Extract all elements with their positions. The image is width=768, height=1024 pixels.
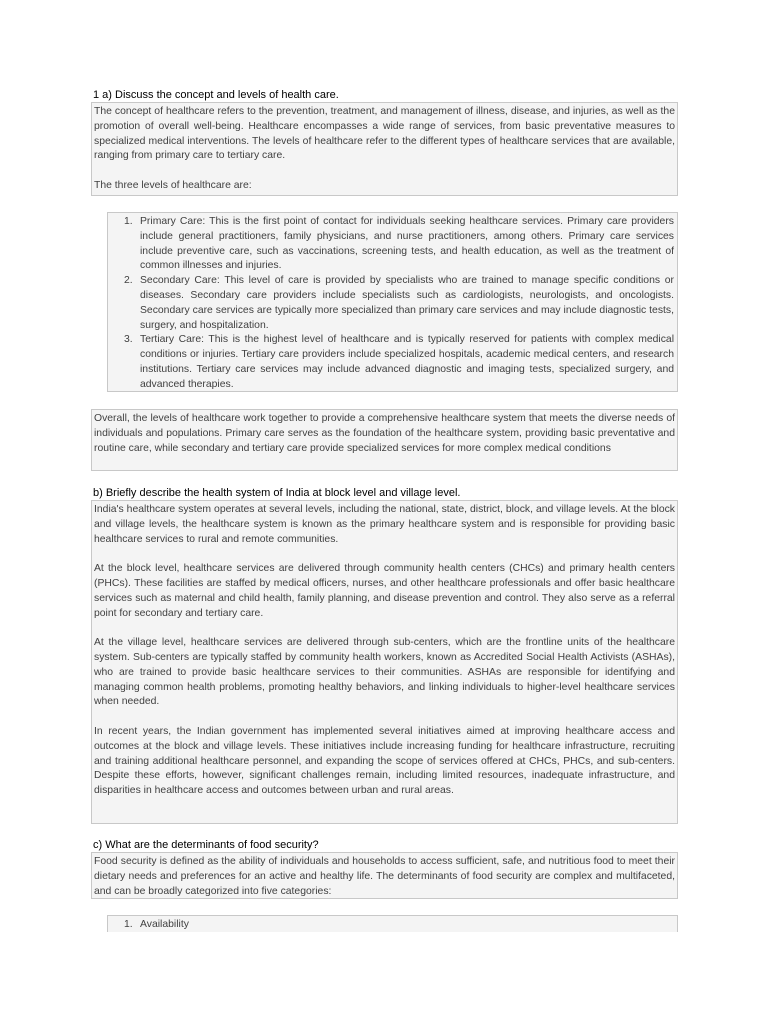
list-item-number: 2. bbox=[124, 275, 133, 287]
section-b-paragraph: India's healthcare system operates at several levels, including the national, state, district, block, and village levels. At the block and village levels, the healthcare system is known as the primary healthcare system and is responsible for providing basic healthcare services to rural and remote communities. bbox=[94, 504, 675, 545]
section-a-conclusion: Overall, the levels of healthcare work together to provide a comprehensive healthcare system that meets the diverse needs of individuals and populations. Primary care serves as the foundation of the healthcare system, providing basic preventative and routine care, while secondary and tertiary care provide specialized services for more complex medical conditions bbox=[94, 413, 675, 454]
list-item-number: 1. bbox=[124, 919, 133, 930]
section-a-intro-box bbox=[91, 102, 678, 196]
list-item-number: 3. bbox=[124, 334, 133, 346]
section-a-levels-lead: The three levels of healthcare are: bbox=[94, 179, 252, 191]
section-a-heading: 1 a) Discuss the concept and levels of health care. bbox=[93, 89, 339, 101]
list-item-number: 1. bbox=[124, 216, 133, 227]
section-c-intro-box bbox=[91, 852, 678, 899]
list-item bbox=[108, 918, 674, 933]
section-b-heading: b) Briefly describe the health system of India at block level and village level. bbox=[93, 487, 461, 499]
list-item bbox=[108, 333, 674, 392]
list-item-text: Primary Care: This is the first point of contact for individuals seeking healthcare services. Primary care providers include general practitioners, family physicians, and nurse practitioners, among others. Primary care services include preventive care, such as vaccinations, screening tests, and health education, as well as the treatment of common illnesses and injuries. bbox=[140, 216, 674, 272]
list-item-text: Tertiary Care: This is the highest level of healthcare and is typically reserved for patients with complex medical conditions or injuries. Tertiary care providers include specialized hospitals, academic medical centers, and research institutions. Tertiary care services may include advanced diagnostic and imaging tests, specialized surgery, and advanced therapies. bbox=[140, 334, 674, 390]
list-item bbox=[108, 274, 674, 333]
section-a-intro-paragraph: The concept of healthcare refers to the prevention, treatment, and management of illness, disease, and injuries, as well as the promotion of overall well-being. Healthcare encompasses a wide range of services, from basic preventative measures to specialized medical interventions. The levels of healthcare refer to the different types of healthcare services that are available, ranging from primary care to tertiary care. bbox=[94, 106, 675, 162]
section-b-box bbox=[91, 500, 678, 824]
list-item-text: Secondary Care: This level of care is provided by specialists who are trained to manage specific conditions or diseases. Secondary care providers include specialists such as cardiologists, neurologists, and oncologists. Secondary care services are typically more specialized than primary care services and may include diagnostic tests, surgery, and hospitalization. bbox=[140, 275, 674, 331]
section-b-paragraph: In recent years, the Indian government has implemented several initiatives aimed at improving healthcare access and outcomes at the block and village levels. These initiatives include increasing funding for healthcare infrastructure, recruiting and training additional healthcare personnel, and expanding the scope of services offered at CHCs, PHCs, and sub-centers. Despite these efforts, however, significant challenges remain, including limited resources, inadequate infrastructure, and disparities in healthcare access and outcomes between urban and rural areas. bbox=[94, 725, 675, 797]
section-c-determinants-list bbox=[107, 915, 678, 932]
section-c-intro: Food security is defined as the ability of individuals and households to access sufficient, safe, and nutritious food to meet their dietary needs and preferences for an active and healthy life. The determinants of food security are complex and multifaceted, and can be broadly categorized into five categories: bbox=[94, 856, 675, 897]
section-b-paragraph: At the village level, healthcare services are delivered through sub-centers, which are the frontline units of the healthcare system. Sub-centers are typically staffed by community health workers, known as Accredited Social Health Activists (ASHAs), who are trained to provide basic healthcare services to their communities. ASHAs are responsible for identifying and managing common health problems, promoting healthy behaviors, and linking individuals to higher-level healthcare services when needed. bbox=[94, 637, 675, 708]
list-item bbox=[108, 215, 674, 274]
section-a-conclusion-box bbox=[91, 409, 678, 471]
section-a-levels-list bbox=[107, 212, 678, 392]
section-b-paragraph: At the block level, healthcare services are delivered through community health centers (CHCs) and primary health centers (PHCs). These facilities are staffed by medical officers, nurses, and other healthcare professionals and offer basic healthcare services such as maternal and child health, family planning, and disease prevention and control. They also serve as a referral point for secondary and tertiary care. bbox=[94, 563, 675, 619]
list-item-text: Availability bbox=[140, 919, 189, 930]
section-c-heading: c) What are the determinants of food security? bbox=[93, 839, 319, 851]
